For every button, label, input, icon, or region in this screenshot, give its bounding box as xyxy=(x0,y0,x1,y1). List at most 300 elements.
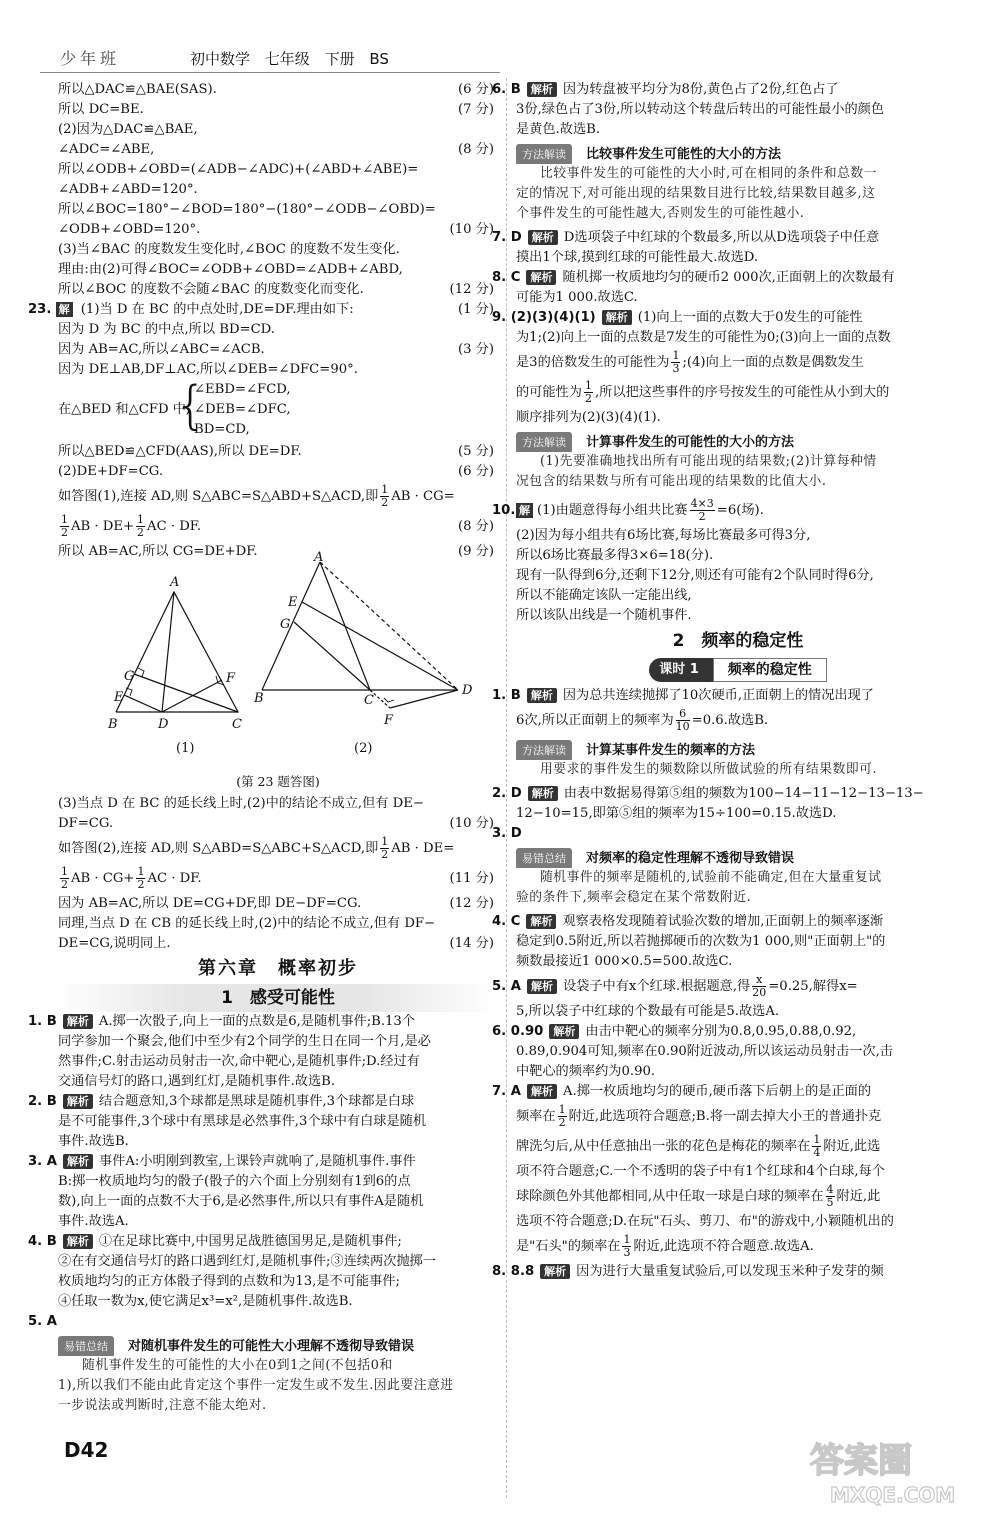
numerator: 1 xyxy=(61,865,68,878)
answer-line xyxy=(516,952,960,972)
q7 xyxy=(492,228,960,268)
answer-line xyxy=(28,1152,498,1172)
answer-line xyxy=(58,1032,498,1052)
q23-line: 如答图(2),连接 AD,则 S△ABD=S△ABC+S△ACD,即 xyxy=(58,841,379,856)
q10-line: 所以该队出线是一个随机事件. xyxy=(516,608,692,623)
fraction xyxy=(622,1234,631,1259)
answer-line xyxy=(492,80,960,100)
label-d2: D xyxy=(462,683,473,698)
tip-title: 比较事件发生可能性的大小的方法 xyxy=(586,147,782,162)
segment-df xyxy=(162,680,222,712)
line-text: 随机掷一枚质地均匀的硬币2 000次,正面朝上的次数最有 xyxy=(562,270,895,285)
r5-line: 设袋子中有x个红球.根据题意,得 xyxy=(562,979,751,994)
score: (10 分) xyxy=(449,816,494,831)
r1 xyxy=(492,686,960,736)
analysis-tag: 解析 xyxy=(526,914,556,929)
q23-line: (1)当 D 在 BC 的中点处时,DE=DF.理由如下: xyxy=(80,302,354,317)
fraction xyxy=(752,974,766,999)
q9-line: ;(4)向上一面的点数是偶数发生 xyxy=(682,355,864,370)
label-e: E xyxy=(114,690,124,705)
answer-number: 6. 0.90 xyxy=(492,1024,544,1039)
numerator: 4 xyxy=(826,1183,834,1196)
q23-line: 在△BED 和△CFD 中, xyxy=(58,402,191,417)
r5-answer: 5. A xyxy=(492,979,521,994)
analysis-tag: 解析 xyxy=(540,1264,570,1279)
fraction xyxy=(671,350,680,375)
line-text: ∠ADC=∠ABE, xyxy=(58,142,155,157)
line-text: 所以∠ODB+∠OBD=(∠ADB−∠ADC)+(∠ABD+∠ABE)= xyxy=(58,162,419,177)
chapter-title: 第六章 概率初步 xyxy=(198,958,358,979)
q23-line: 因为 AB=AC,所以∠ABC=∠ACB. xyxy=(58,342,265,357)
tip-body xyxy=(516,164,960,224)
tip-title: 对随机事件发生的可能性大小理解不透彻导致错误 xyxy=(128,1339,415,1354)
numerator: 1 xyxy=(137,865,145,878)
segment-cg-2 xyxy=(294,622,370,690)
answer-line xyxy=(516,932,960,952)
r7-line: 选项不符合题意;D.在玩"石头、剪刀、布"的游戏中,小颖随机出的 xyxy=(516,1214,894,1229)
score: (6 分) xyxy=(457,82,494,97)
answer-line xyxy=(516,804,960,824)
line-text: 所以∠BOC=180°−∠BOD=180°−(180°−∠ODB−∠OBD)= xyxy=(58,202,436,217)
line-text: 同学参加一个聚会,他们中至少有2个同学的生日在同一个月,是必 xyxy=(58,1034,431,1049)
q9-line: ,所以把这些事件的序号按发生的可能性从小到大的 xyxy=(594,385,890,400)
score: (8 分) xyxy=(457,142,494,157)
answer-line xyxy=(516,120,960,140)
q23-line: AB · DE= xyxy=(391,841,455,856)
r7-line: 牌洗匀后,从中任意抽出一张的花色是梅花的频率在 xyxy=(516,1139,811,1154)
r8-line: 因为进行大量重复试验后,可以发现玉米种子发芽的频 xyxy=(576,1264,884,1279)
numerator: 1 xyxy=(584,379,592,392)
answer-number: 4. C xyxy=(492,914,521,929)
term-label: 下册 xyxy=(324,50,355,68)
denominator: 2 xyxy=(584,392,592,405)
r1-answer: 1. B xyxy=(492,688,521,703)
line-text: 事件A:小明刚到教室,上课铃声就响了,是随机事件.事件 xyxy=(98,1154,416,1169)
score: (11 分) xyxy=(449,871,494,886)
answer-line xyxy=(58,1072,498,1092)
subject-label: 初中数学 xyxy=(190,50,251,68)
answer-line xyxy=(58,1192,498,1212)
problem-22-continuation xyxy=(58,80,498,300)
fraction xyxy=(812,1134,821,1159)
denominator: 3 xyxy=(623,1246,631,1259)
answer-number: 4. B xyxy=(28,1234,57,1249)
answer-line xyxy=(58,1052,498,1072)
numerator: 1 xyxy=(381,835,389,848)
line-text: 3份,绿色占了3份,所以转动这个转盘后转出的可能性最小的颜色 xyxy=(516,102,885,117)
segment-de xyxy=(124,695,162,712)
line-text: A.掷一次骰子,向上一面的点数是6,是随机事件;B.13个 xyxy=(98,1014,416,1029)
q6 xyxy=(492,80,960,140)
analysis-tag: 解析 xyxy=(527,1084,557,1099)
fraction xyxy=(690,498,715,523)
line-text: 由表中数据易得第⑤组的频数为100−14−11−12−13−13− xyxy=(563,786,924,801)
r7-answer: 7. A xyxy=(492,1084,521,1099)
line-text: 摸出1个球,摸到红球的可能性最大.故选D. xyxy=(516,250,759,265)
tip-error-1 xyxy=(58,1336,498,1416)
numerator: 1 xyxy=(672,349,680,362)
label-e2: E xyxy=(288,595,298,610)
denominator: 2 xyxy=(137,878,145,891)
r7 xyxy=(492,1082,960,1262)
answer-number: 7. D xyxy=(492,230,522,245)
watermark-logo xyxy=(800,1430,980,1510)
analysis-tag: 解析 xyxy=(63,1154,93,1169)
r5 xyxy=(492,972,960,1022)
q9-line: 的可能性为 xyxy=(516,385,582,400)
label-c: C xyxy=(232,717,242,732)
answer-line xyxy=(58,1132,498,1152)
line-text: (3)当∠BAC 的度数发生变化时,∠BOC 的度数不发生变化. xyxy=(58,242,400,257)
numerator: 6 xyxy=(676,708,690,721)
q10-line: (2)因为每小组共有6场比赛,每场比赛最多可得3分, xyxy=(516,528,811,543)
q8 xyxy=(492,268,960,308)
r7-line: 附近,此 xyxy=(836,1189,881,1204)
tip-line: 定的情况下,对可能出现的结果数目进行比较,结果数目越多,这 xyxy=(516,186,876,201)
denominator: 5 xyxy=(826,1196,834,1209)
line-text: 所以 DC=BE. xyxy=(58,102,144,117)
answer-line xyxy=(492,228,960,248)
brand-logo: 少年班 xyxy=(60,49,121,68)
q23-line: (3)当点 D 在 BC 的延长线上时,(2)中的结论不成立,但有 DE− xyxy=(58,796,424,811)
answer-number: 2. D xyxy=(492,786,522,801)
line-text: 观察表格发现随着试验次数的增加,正面朝上的频率逐渐 xyxy=(562,914,884,929)
congruence-system xyxy=(58,376,498,442)
answer-line xyxy=(58,120,498,140)
fraction xyxy=(584,380,593,405)
system-eq: BD=CD, xyxy=(194,422,250,437)
answer-number: 3. A xyxy=(28,1154,57,1169)
answer-line xyxy=(516,288,960,308)
answer-line xyxy=(58,160,498,180)
q23-line: 因为 D 为 BC 的中点,所以 BD=CD. xyxy=(58,322,275,337)
tip-line: 况包含的结果数与所有可能出现的结果数的比值大小. xyxy=(516,474,827,489)
tip-line: 随机事件的频率是随机的,试验前不能确定,但在大量重复试 xyxy=(540,870,882,885)
q23-line: 同理,当点 D 在 CB 的延长线上时,(2)中的结论不成立,但有 DF− xyxy=(58,916,436,931)
analysis-tag: 解析 xyxy=(527,688,557,703)
tip-method-3 xyxy=(516,740,960,780)
answer-line xyxy=(516,1042,960,1062)
denominator: 20 xyxy=(752,986,767,999)
denominator: 2 xyxy=(698,510,706,523)
numerator: 1 xyxy=(381,483,389,496)
solution-tag: 解 xyxy=(516,503,533,518)
answer-line xyxy=(58,1292,498,1312)
fraction xyxy=(60,514,69,539)
q9-line: 为1;(2)向上一面的点数是7发生的可能性为0;(3)向上一面的点数 xyxy=(516,330,891,345)
answer-number: 6. B xyxy=(492,82,521,97)
answer-line xyxy=(492,784,960,804)
triangle-abc-1 xyxy=(116,592,238,712)
system-eq: ∠EBD=∠FCD, xyxy=(194,382,291,397)
q23-line: AB · DE+ xyxy=(71,519,135,534)
score: (6 分) xyxy=(457,464,494,479)
watermark-text: 答案圈 xyxy=(810,1441,912,1481)
line-text: 频数最接近1 000×0.5=500.故选C. xyxy=(516,954,733,969)
answer-line xyxy=(58,1272,498,1292)
numerator: 1 xyxy=(558,1103,566,1116)
q10-line: (1)由题意得每小组共比赛 xyxy=(537,503,688,518)
tip-body xyxy=(516,452,960,492)
q10-line: =6(场). xyxy=(716,503,764,518)
label-f: F xyxy=(226,671,236,686)
analysis-tag: 解析 xyxy=(527,979,557,994)
analysis-tag: 解析 xyxy=(63,1234,93,1249)
line-text: 由击中靶心的频率分别为0.8,0.95,0.88,0.92, xyxy=(585,1024,857,1039)
score: (7 分) xyxy=(457,102,494,117)
triangle-abc-2 xyxy=(262,562,370,690)
tip-line: (1)先要准确地找出所有可能出现的结果数;(2)计算每种情 xyxy=(540,454,877,469)
q23-line: 因为 AB=AC,所以 DE=CG+DF,即 DE−DF=CG. xyxy=(58,896,362,911)
line-text: 所以∠BOC 的度数不会随∠BAC 的度数变化而变化. xyxy=(58,282,364,297)
answer-line xyxy=(28,1092,498,1112)
denominator: 3 xyxy=(672,362,680,375)
answer-line xyxy=(58,140,498,160)
denominator: 2 xyxy=(558,1116,566,1129)
r6 xyxy=(492,1022,960,1082)
numerator: 4×3 xyxy=(690,497,714,510)
analysis-tag: 解析 xyxy=(526,270,556,285)
section-1-answers xyxy=(28,1012,498,1312)
tip-title: 对频率的稳定性理解不透彻导致错误 xyxy=(586,851,795,866)
answer-line xyxy=(516,100,960,120)
denominator: 4 xyxy=(813,1146,821,1159)
line-text: B:掷一枚质地均匀的骰子(骰子的六个面上分别刻有1到6的点 xyxy=(58,1174,411,1189)
r2 xyxy=(492,784,960,824)
header-rule xyxy=(40,72,500,73)
r1-line: 6次,所以正面朝上的频率为 xyxy=(516,713,674,728)
q10 xyxy=(492,496,960,626)
r7-line: 是"石头"的频率在 xyxy=(516,1239,621,1254)
fraction xyxy=(558,1104,567,1129)
numerator: 1 xyxy=(137,513,145,526)
answer-line xyxy=(58,80,498,100)
book-meta xyxy=(190,48,389,69)
answer-line xyxy=(58,1212,498,1232)
q23-line: 所以 AB=AC,所以 CG=DE+DF. xyxy=(58,544,258,559)
answer-line xyxy=(58,240,498,260)
q10-line: 现有一队得到6分,还剩下12分,则还有可能有2个队同时得6分, xyxy=(516,568,874,583)
tip-line: 比较事件发生的可能性的大小时,可在相同的条件和总数一 xyxy=(540,166,877,181)
label-f2: F xyxy=(384,713,394,728)
q10-line: 所以6场比赛最多得3×6=18(分). xyxy=(516,548,714,563)
q9-answer: 9. (2)(3)(4)(1) xyxy=(492,310,596,325)
r7-line: 频率在 xyxy=(516,1109,556,1124)
line-text: 0.89,0.904可知,频率在0.90附近波动,所以该运动员射击一次,击 xyxy=(516,1044,893,1059)
problem-23 xyxy=(28,300,498,954)
line-text: 交通信号灯的路口,遇到红灯,是随机事件.故选B. xyxy=(58,1074,336,1089)
answer-number: 1. B xyxy=(28,1014,57,1029)
r8-answer: 8. 8.8 xyxy=(492,1264,535,1279)
line-text: 事件.故选B. xyxy=(58,1134,129,1149)
fraction xyxy=(136,866,145,891)
score: (10 分) xyxy=(449,222,494,237)
tip-body xyxy=(58,1356,498,1416)
numerator: 1 xyxy=(623,1233,631,1246)
segment-df-2 xyxy=(390,690,458,708)
q9-line: (1)向上一面的点数大于0发生的可能性 xyxy=(637,310,863,325)
left-column xyxy=(28,80,498,1420)
q9 xyxy=(492,308,960,428)
edition-label: BS xyxy=(369,50,389,68)
segment-ad-dashed xyxy=(320,562,458,690)
r5-line: 5,所以袋子中红球的个数最有可能是5.故选A. xyxy=(516,1004,780,1019)
line-text: 可能为1 000.故选C. xyxy=(516,290,638,305)
r1-line: 因为总共连续抛掷了10次硬币,正面朝上的情况出现了 xyxy=(562,688,874,703)
answer-line xyxy=(492,1022,960,1042)
tip-tag: 易错总结 xyxy=(516,848,572,868)
figure-caption: (第 23 题答图) xyxy=(236,774,320,789)
right-column xyxy=(492,80,960,1282)
tip-method-1 xyxy=(516,144,960,224)
right-angle-mark xyxy=(384,698,394,702)
segment-ad xyxy=(162,592,174,712)
fraction xyxy=(826,1184,835,1209)
line-text: ∠ADB+∠ABD=120°. xyxy=(58,182,198,197)
line-text: 中靶心的频率约为0.90. xyxy=(516,1064,656,1079)
label-g2: G xyxy=(280,617,291,632)
q23-line: DF=CG. xyxy=(58,816,114,831)
answer-line xyxy=(28,1232,498,1252)
score: (3 分) xyxy=(457,342,494,357)
tip-body xyxy=(516,760,960,780)
score: (12 分) xyxy=(449,282,494,297)
line-text: 数),向上一面的点数不大于6,是必然事件,所以只有事件A是随机 xyxy=(58,1194,424,1209)
label-c2: C xyxy=(364,693,374,708)
q23-number: 23. xyxy=(28,302,52,317)
tip-method-2 xyxy=(516,432,960,492)
score: (12 分) xyxy=(449,896,494,911)
line-text: ∠ODB+∠OBD=120°. xyxy=(58,222,201,237)
solution-tag: 解 xyxy=(56,302,73,317)
fraction xyxy=(380,484,389,509)
tip-title: 计算某事件发生的频率的方法 xyxy=(586,743,756,758)
q23-line: 所以△BED≌△CFD(AAS),所以 DE=DF. xyxy=(58,444,302,459)
line-text: 然事件;C.射击运动员射击一次,命中靶心,是随机事件;D.经过有 xyxy=(58,1054,420,1069)
numerator: 1 xyxy=(813,1133,821,1146)
tip-tag: 易错总结 xyxy=(58,1336,114,1356)
q10-number: 10. xyxy=(492,503,516,518)
answer-line xyxy=(516,248,960,268)
answer-line xyxy=(58,1112,498,1132)
q9-line: 顺序排列为(2)(3)(4)(1). xyxy=(516,410,661,425)
analysis-tag: 解析 xyxy=(63,1014,93,1029)
answer-line xyxy=(58,220,498,240)
score: (14 分) xyxy=(449,936,494,951)
tip-line: 用要求的事件发生的频数除以所做试验的所有结果数即可. xyxy=(540,762,877,777)
answer-line xyxy=(492,912,960,932)
segment-de-2 xyxy=(302,602,458,690)
denominator: 2 xyxy=(61,526,68,539)
line-text: 是不可能事件,3个球中有黑球是必然事件,3个球中有白球是随机 xyxy=(58,1114,427,1129)
denominator: 10 xyxy=(675,720,690,733)
q23-line: AC · DF. xyxy=(147,519,202,534)
analysis-tag: 解析 xyxy=(602,310,632,325)
geometry-diagram xyxy=(58,562,498,772)
tip-title: 计算事件发生的可能性的大小的方法 xyxy=(586,435,795,450)
q23-line: (2)DE+DF=CG. xyxy=(58,464,164,479)
tip-line: 验的条件下,频率会稳定在某个常数附近. xyxy=(516,890,752,905)
score: (5 分) xyxy=(457,444,494,459)
score: (1 分) xyxy=(457,302,494,317)
section-2-title: 2 频率的稳定性 xyxy=(672,631,804,651)
fraction xyxy=(676,708,690,733)
answer-line xyxy=(58,1252,498,1272)
analysis-tag: 解析 xyxy=(528,230,558,245)
line-text: ②在有交通信号灯的路口遇到红灯,是随机事件;③连续两次抛掷一 xyxy=(58,1254,436,1269)
lesson-name: 频率的稳定性 xyxy=(713,658,827,682)
denominator: 2 xyxy=(381,848,389,861)
answer-line xyxy=(492,268,960,288)
answer-number: 8. C xyxy=(492,270,521,285)
q23-line: 如答图(1),连接 AD,则 S△ABC=S△ABD+S△ACD,即 xyxy=(58,489,379,504)
label-a2-text: A xyxy=(314,550,324,565)
line-text: 是黄色.故选B. xyxy=(516,122,601,137)
tip-tag: 方法解读 xyxy=(516,144,572,164)
answer-line xyxy=(58,200,498,220)
tip-line: 1),所以我们不能由此肯定这个事件一定发生或不发生.因此要注意进 xyxy=(58,1378,454,1393)
q23-line: AB · CG= xyxy=(391,489,455,504)
answer-number: 2. B xyxy=(28,1094,57,1109)
answer-line xyxy=(58,1172,498,1192)
lesson-banner xyxy=(516,658,960,684)
page-number: D42 xyxy=(64,1438,109,1462)
grade-label: 七年级 xyxy=(264,50,310,68)
q5-answer: 5. A xyxy=(28,1314,57,1329)
r1-line: =0.6.故选B. xyxy=(691,713,769,728)
fraction xyxy=(380,836,389,861)
q23-line: AC · DF. xyxy=(147,871,202,886)
r7-line: 球除颜色外其他都相同,从中任取一球是白球的频率在 xyxy=(516,1189,824,1204)
r4 xyxy=(492,912,960,972)
r3-answer: 3. D xyxy=(492,826,522,841)
line-text: 枚质地均匀的正方体骰子得到的点数和为13,是不可能事件; xyxy=(58,1274,400,1289)
line-text: D选项袋子中红球的个数最多,所以从D选项袋子中任意 xyxy=(563,230,880,245)
answer-line xyxy=(58,180,498,200)
answer-line xyxy=(58,260,498,280)
numerator: 1 xyxy=(61,513,68,526)
r5-line: =0.25,解得x= xyxy=(768,979,858,994)
line-text: ④任取一数为x,使它满足x³=x²,是随机事件.故选B. xyxy=(58,1294,353,1309)
fig2-label: (2) xyxy=(354,741,373,756)
answer-line xyxy=(58,100,498,120)
tip-body xyxy=(516,868,960,908)
line-text: 稳定到0.5附近,所以若抛掷硬币的次数为1 000,则"正面朝上"的 xyxy=(516,934,886,949)
label-b2: B xyxy=(254,691,264,706)
analysis-tag: 解析 xyxy=(527,82,557,97)
line-text: 所以△DAC≌△BAE(SAS). xyxy=(58,82,217,97)
denominator: 2 xyxy=(137,526,145,539)
denominator: 2 xyxy=(61,878,68,891)
line-text: 结合题意知,3个球都是黑球是随机事件,3个球都是白球 xyxy=(98,1094,415,1109)
q23-line: AB · CG+ xyxy=(71,871,135,886)
tip-line: 个事件发生的可能性越大,否则发生的可能性越小. xyxy=(516,206,805,221)
label-g: G xyxy=(124,669,135,684)
q23-line: DE=CG,说明同上. xyxy=(58,936,171,951)
line-text: 因为转盘被平均分为8份,黄色占了2份,红色占了 xyxy=(562,82,839,97)
label-b: B xyxy=(108,717,118,732)
r7-line: 附近,此选 xyxy=(823,1139,881,1154)
tip-line: 一步说法或判断时,注意不能太绝对. xyxy=(58,1398,267,1413)
label-d: D xyxy=(158,717,169,732)
r7-line: A.掷一枚质地均匀的硬币,硬币落下后朝上的是正面的 xyxy=(562,1084,872,1099)
q10-line: 所以不能确定该队一定能出线, xyxy=(516,588,692,603)
answer-line xyxy=(28,1012,498,1032)
q10-body xyxy=(516,526,960,626)
line-text: (2)因为△DAC≌△BAE, xyxy=(58,122,198,137)
label-a: A xyxy=(170,575,180,590)
numerator: x xyxy=(752,974,766,987)
